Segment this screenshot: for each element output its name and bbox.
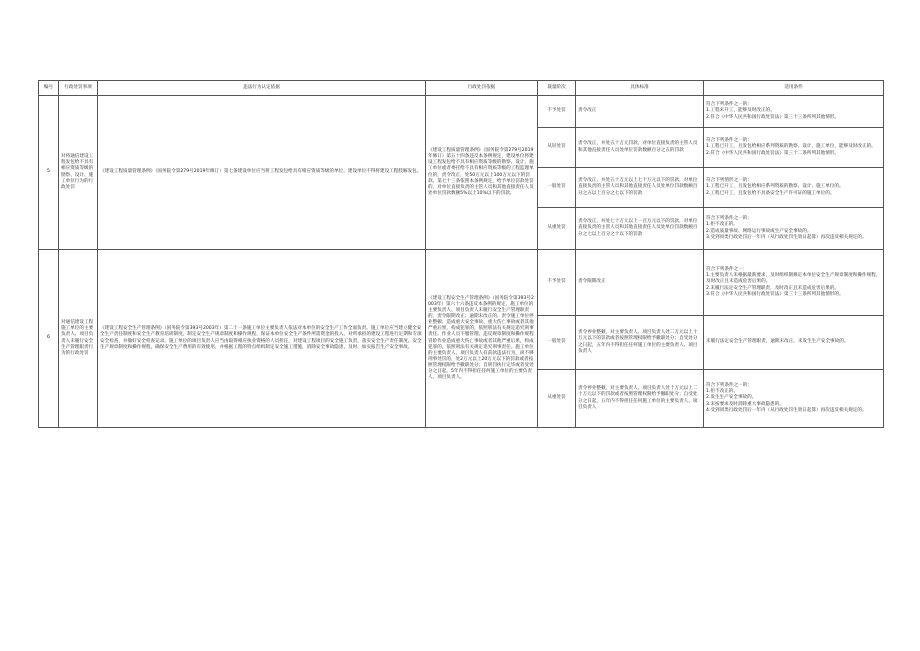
row-number: 6 <box>39 250 59 428</box>
header-penalty-basis: 行政处罚依据 <box>426 81 538 96</box>
header-number: 编号 <box>39 81 59 96</box>
penalty-matter: 对通信建设工程施工单位的主要负责人、项目负责人未履行安全生产管理职责行为的行政处罚 <box>59 250 98 428</box>
condition-line: 符合下列条件之一的： <box>706 102 752 108</box>
condition-line: 1.工程已开工，且发包给相应系列资质的勘察、设计、施工单位的。 <box>706 184 844 190</box>
penalty-level: 从重处罚 <box>538 370 576 428</box>
condition-line: 1.工程未开工，能够及时改正的。 <box>706 108 775 114</box>
applicable-conditions <box>704 96 884 128</box>
penalty-standard: 责令改正，并处五十万元罚款，对单位直接负责的主管人员和其他直接责任人员处单位罚款数额百分之五的罚款 <box>576 128 704 168</box>
condition-line: 3.符合《中华人民共和国行政处罚法》第三十三条所列其他情形的。 <box>706 291 844 297</box>
applicable-conditions <box>704 316 884 370</box>
penalty-level: 从重处罚 <box>538 208 576 250</box>
condition-line: 1.拒不改正的。 <box>706 222 738 228</box>
table-row <box>39 96 884 128</box>
condition-line: 1.主要负责人未根据最新要求，及时组织制修定本单位安全生产规章制度和操作规程，及时改正且未造成危害后果的。 <box>706 273 881 285</box>
header-basis: 违法行为认定依据 <box>98 81 426 96</box>
header-row <box>39 81 884 96</box>
penalty-level: 不予处罚 <box>538 250 576 316</box>
penalty-standard: 责令停业整顿，对主要负责人、项目负责人处十万元以上二十万元以下的罚款或者按照管理权限给予撤职处分；自受处分之日起，五年内不得担任任何施工单位的主要负责人、项目负责人 <box>576 370 704 428</box>
row-number: 5 <box>39 96 59 250</box>
condition-line: 4.受到同类行政处罚后一年内（从行政处罚生效日起算）再次违反相关规定的。 <box>706 407 867 413</box>
condition-line: 2.造成质量事故、网络运行事故或生产安全事故的。 <box>706 228 812 234</box>
penalty-standard: 责令改正 <box>576 96 704 128</box>
condition-line: 符合下列条件之一的： <box>706 216 752 222</box>
penalty-basis: 《建设工程质量管理条例》（国务院令第279号2019年修订）第五十四条违反本条例规定，建设单位将建设工程发包给不具有相应资质等级的勘察、设计、施工单位或者委托给不具有相应资质等级的工程监理单位的，责令改正，处50万元以上100万元以下的罚款。第七十三条依照本条例规定，给予单位罚款处罚的，对单位直接负责的主管人员和其他直接责任人员处单位罚款数额5%以上10%以下的罚款。 <box>426 96 538 250</box>
applicable-conditions <box>704 370 884 428</box>
violation-basis: 《建设工程安全生产管理条例》（国务院令第393号2003年）第二十一条施工单位主要负责人依法对本单位的安全生产工作全面负责。施工单位应当建立健全安全生产责任制度和安全生产教育培训制度，制定安全生产规章制度和操作规程，保证本单位安全生产条件所需资金的投入，对所承担的建设工程进行定期和专项安全检查，并做好安全检查记录。施工单位的项目负责人应当由取得相应执业资格的人员担任，对建设工程项目的安全施工负责，落实安全生产责任制度、安全生产规章制度和操作规程，确保安全生产费用的有效使用，并根据工程的特点组织制定安全施工措施，消除安全事故隐患，及时、如实报告生产安全事故。 <box>98 250 426 428</box>
header-conditions: 适用条件 <box>704 81 884 96</box>
condition-line: 1.拒不改正的。 <box>706 389 738 395</box>
condition-line: 符合下列条件之一： <box>706 267 748 273</box>
penalty-standard: 责令限期改正 <box>576 250 704 316</box>
applicable-conditions <box>704 250 884 316</box>
header-level: 裁量阶次 <box>538 81 576 96</box>
penalty-matter: 对将通信建设工程发包给不具有相应资质等级的勘察、设计、施工单位行为的行政处罚 <box>59 96 98 250</box>
penalty-level: 从轻处罚 <box>538 128 576 168</box>
condition-line: 3.未按要求及时消除重大事故隐患的。 <box>706 401 784 407</box>
penalty-standard-table <box>38 80 884 428</box>
condition-line: 未履行法定安全生产管理职责，逾期未改正，未发生生产安全事故的。 <box>706 339 849 345</box>
violation-basis: 《建设工程质量管理条例》（国务院令第279号2019年修订）第七条建设单位应当将工程发包给具有相应资质等级的单位。建设单位不得将建设工程肢解发包。 <box>98 96 426 250</box>
table-row <box>39 250 884 316</box>
penalty-standard: 责令停业整顿，对主要负责人、项目负责人处二万元以上十万元以下的罚款或者按照管理权限给予撤职处分；自受处分之日起，五年内不得担任任何施工单位的主要负责人、项目负责人 <box>576 316 704 370</box>
condition-line: 2.发生生产安全事故的。 <box>706 395 757 401</box>
applicable-conditions <box>704 128 884 168</box>
penalty-level: 一般处罚 <box>538 168 576 208</box>
condition-line: 2.符合《中华人民共和国行政处罚法》第三十三条所列其他情形。 <box>706 114 840 120</box>
header-standard: 具体标准 <box>576 81 704 96</box>
header-matter: 行政处罚事项 <box>59 81 98 96</box>
condition-line: 符合下列情形之一的： <box>706 178 752 184</box>
condition-line: 2.符合《中华人民共和国行政处罚法》第三十二条所列其他情形。 <box>706 150 840 156</box>
condition-line: 2.工程已开工，且发包给不具备安全生产许可证的施工单位的。 <box>706 190 835 196</box>
penalty-level: 不予处罚 <box>538 96 576 128</box>
applicable-conditions <box>704 208 884 250</box>
applicable-conditions <box>704 168 884 208</box>
condition-line: 符合下列条件之一的： <box>706 138 752 144</box>
condition-line: 3.受到同类行政处罚后一年内（从行政处罚生效日起算）再次违反相关规定的。 <box>706 234 867 240</box>
penalty-standard: 责令改正，并处五十万元以上七十万元以下的罚款，对单位直接负责的主管人员和其他直接责任人员处单位罚款数额百分之五以上百分之七以下的罚款 <box>576 168 704 208</box>
penalty-standard: 责令改正，并处七十万元以上一百万元以下的罚款，对单位直接负责的主管人员和其他直接责任人员处单位罚款数额百分之七以上百分之十以下的罚款 <box>576 208 704 250</box>
condition-line: 符合下列条件之一的： <box>706 383 752 389</box>
condition-line: 2.未履行法定安全生产管理职责，及时改正且未造成危害后果的。 <box>706 285 840 291</box>
condition-line: 1.工程已开工，且发包给相应系列资质的勘察、设计、施工单位，能够及时改正的。 <box>706 144 876 150</box>
penalty-basis: 《建设工程安全生产管理条例》（国务院令第393号2003年）第六十六条违反本条例的规定，施工单位的主要负责人、项目负责人未履行安全生产管理职责的，责令限期改正；逾期未改正的，责令施工单位停业整顿；造成重大安全事故、重大伤亡事故或者其他严重后果，构成犯罪的，依照刑法有关规定追究刑事责任。作业人员不服管理、违反规章制度和操作规程冒险作业造成重大伤亡事故或者其他严重后果，构成犯罪的，依照刑法有关规定追究刑事责任。施工单位的主要负责人、项目负责人有前款违法行为，尚不够刑事处罚的，处2万元以上20万元以下的罚款或者按照管理权限给予撤职处分；自刑罚执行完毕或者受处分之日起，5年内不得担任任何施工单位的主要负责人、项目负责人。 <box>426 250 538 428</box>
penalty-level: 一般处罚 <box>538 316 576 370</box>
